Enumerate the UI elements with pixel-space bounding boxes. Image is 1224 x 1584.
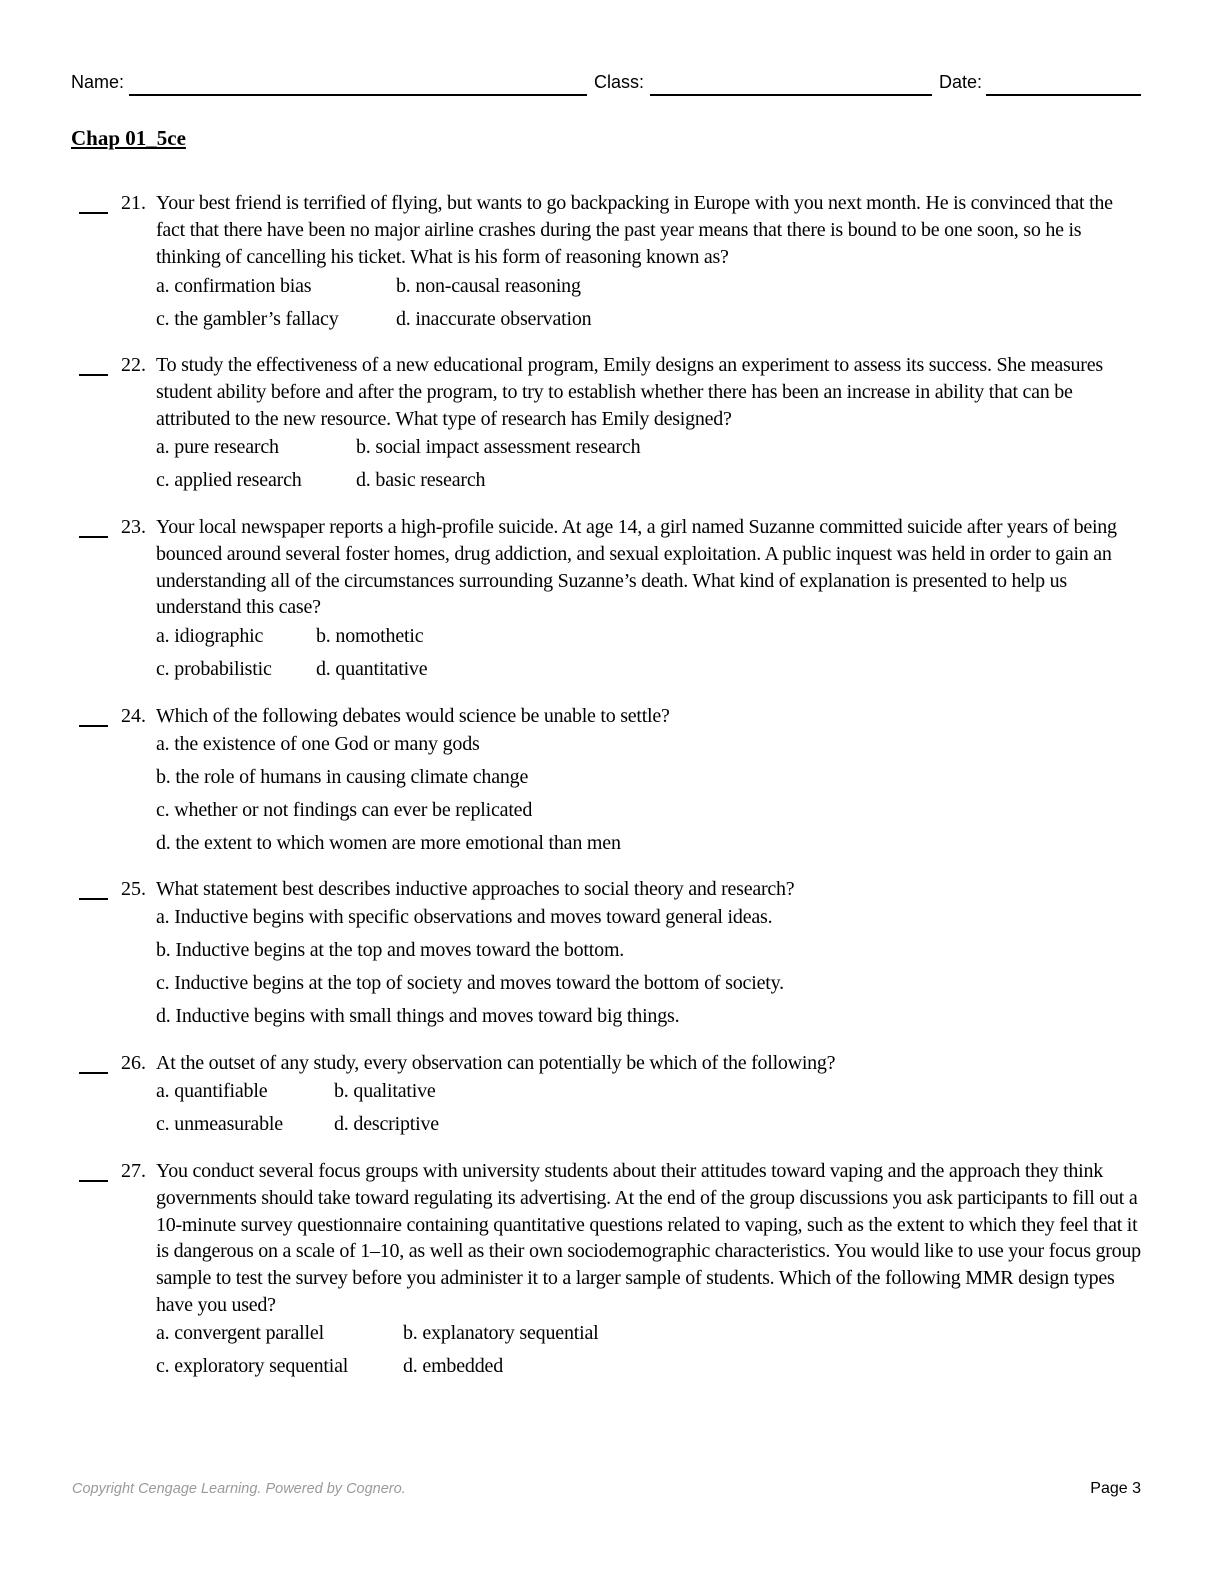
option-b: b. explanatory sequential (403, 1322, 599, 1344)
date-input-line[interactable] (986, 94, 1141, 96)
answer-blank[interactable] (79, 1072, 108, 1074)
option-b: b. Inductive begins at the top and moves toward the bottom. (156, 939, 625, 961)
answer-options (156, 1317, 599, 1383)
option-a: a. convergent parallel (156, 1322, 324, 1344)
answer-options (156, 1075, 439, 1141)
option-a: a. Inductive begins with specific observations and moves toward general ideas. (156, 906, 773, 928)
option-b: b. non-causal reasoning (396, 275, 581, 297)
name-input-line[interactable] (129, 94, 587, 96)
option-b: b. qualitative (334, 1080, 436, 1102)
student-info-header (71, 72, 1141, 98)
question-number: 25. (121, 878, 146, 900)
option-d: d. the extent to which women are more emotional than men (156, 832, 621, 854)
answer-options (156, 728, 621, 860)
question-stem: You conduct several focus groups with university students about their attitudes toward vaping and the approach they think governments should take toward regulating its advertising. At the end of the group discussions you ask participants to fill out a 10-minute survey questionnaire containing quantitative questions related to vaping, such as the extent to which they feel that it is dangerous on a scale of 1–10, as well as their own sociodemographic characteristics. You would like to use your focus group sample to test the survey before you administer it to a larger sample of students. Which of the following MMR design types have you used? (156, 1160, 1141, 1316)
answer-blank[interactable] (79, 536, 108, 538)
option-c: c. probabilistic (156, 658, 272, 680)
option-d: d. descriptive (334, 1113, 439, 1135)
class-input-line[interactable] (650, 94, 932, 96)
question-stem: Which of the following debates would science be unable to settle? (156, 705, 670, 727)
class-label: Class: (594, 72, 645, 92)
option-b: b. the role of humans in causing climate change (156, 766, 529, 788)
copyright-notice: Copyright Cengage Learning. Powered by Cognero. (72, 1481, 406, 1497)
option-b: b. nomothetic (316, 625, 424, 647)
option-a: a. the existence of one God or many gods (156, 733, 480, 755)
answer-blank[interactable] (79, 898, 108, 900)
question-number: 26. (121, 1052, 146, 1074)
answer-options (156, 620, 427, 686)
question-number: 24. (121, 705, 146, 727)
question-number: 27. (121, 1160, 146, 1182)
option-d: d. Inductive begins with small things and moves toward big things. (156, 1005, 680, 1027)
option-a: a. quantifiable (156, 1080, 268, 1102)
answer-options (156, 270, 591, 336)
option-c: c. applied research (156, 469, 302, 491)
question-stem: What statement best describes inductive approaches to social theory and research? (156, 878, 795, 900)
chapter-title: Chap 01_5ce (71, 126, 186, 150)
option-c: c. unmeasurable (156, 1113, 283, 1135)
option-d: d. basic research (356, 469, 486, 491)
question-stem: To study the effectiveness of a new educational program, Emily designs an experiment to assess its success. She measures student ability before and after the program, to try to establish whether there has been an increase in ability that can be attributed to the new resource. What type of research has Emily designed? (156, 354, 1103, 430)
option-d: d. quantitative (316, 658, 428, 680)
option-c: c. exploratory sequential (156, 1355, 349, 1377)
question-number: 23. (121, 516, 146, 538)
option-b: b. social impact assessment research (356, 436, 641, 458)
option-a: a. confirmation bias (156, 275, 312, 297)
answer-options (156, 901, 784, 1033)
answer-options (156, 431, 640, 497)
option-c: c. Inductive begins at the top of society and moves toward the bottom of society. (156, 972, 784, 994)
question-stem: Your local newspaper reports a high-profile suicide. At age 14, a girl named Suzanne committed suicide after years of being bounced around several foster homes, drug addiction, and sexual exploitation. A public inquest was held in order to gain an understanding all of the circumstances surrounding Suzanne’s death. What kind of explanation is presented to help us understand this case? (156, 516, 1117, 619)
answer-blank[interactable] (79, 725, 108, 727)
question-stem: At the outset of any study, every observation can potentially be which of the following? (156, 1052, 836, 1074)
name-label: Name: (71, 72, 125, 92)
option-c: c. the gambler’s fallacy (156, 308, 339, 330)
answer-blank[interactable] (79, 1180, 108, 1182)
page-number: Page 3 (1090, 1480, 1141, 1497)
question-number: 22. (121, 354, 146, 376)
date-label: Date: (939, 72, 983, 92)
option-a: a. pure research (156, 436, 279, 458)
option-a: a. idiographic (156, 625, 264, 647)
answer-blank[interactable] (79, 212, 108, 214)
option-d: d. embedded (403, 1355, 503, 1377)
option-d: d. inaccurate observation (396, 308, 592, 330)
option-c: c. whether or not findings can ever be replicated (156, 799, 533, 821)
answer-blank[interactable] (79, 374, 108, 376)
question-stem: Your best friend is terrified of flying, but wants to go backpacking in Europe with you next month. He is convinced that the fact that there have been no major airline crashes during the past year means that there is bound to be one soon, so he is thinking of cancelling his ticket. What is his form of reasoning known as? (156, 192, 1113, 268)
question-number: 21. (121, 192, 146, 214)
